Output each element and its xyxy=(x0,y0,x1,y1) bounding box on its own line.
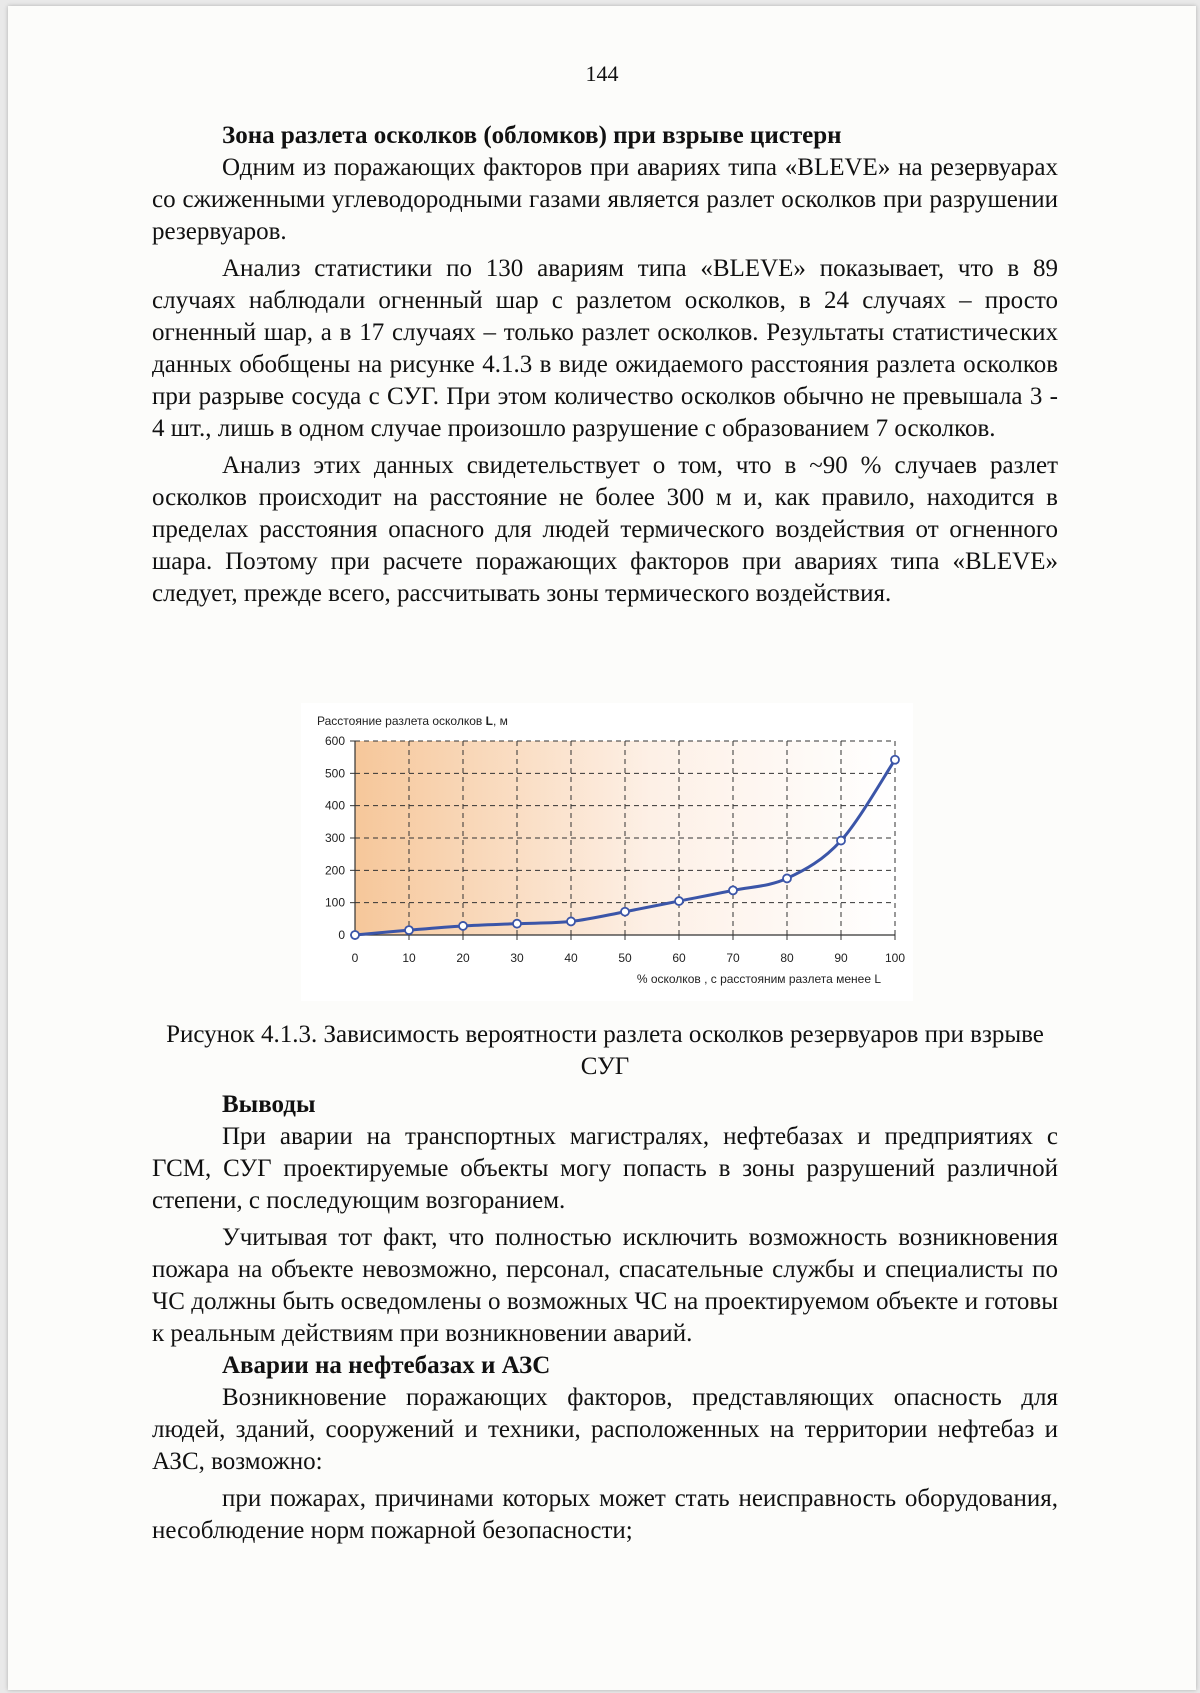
paragraph: Учитывая тот факт, что полностью исключить возможность возникновения пожара на объекте невозможно, персонал, спасательные службы и специалисты по ЧС должны быть осведомлены о возможных ЧС на проектируемом объекте и готовы к реальным действиям при возникновении аварий. xyxy=(152,1224,1058,1347)
paragraph: Возникновение поражающих факторов, представляющих опасность для людей, зданий, сооружений и техники, расположенных на территории нефтебаз и АЗС, возможно: xyxy=(152,1384,1058,1475)
data-point xyxy=(567,917,575,925)
section-heading-fragments: Зона разлета осколков (обломков) при взрыве цистерн xyxy=(222,122,842,149)
y-tick-label: 0 xyxy=(338,928,345,942)
x-tick-label: 10 xyxy=(402,951,416,965)
y-tick-label: 100 xyxy=(324,895,345,910)
data-point xyxy=(351,931,359,939)
data-point xyxy=(783,874,791,882)
y-tick-label: 200 xyxy=(324,863,345,878)
y-tick-label: 500 xyxy=(324,766,345,781)
x-axis-label: % осколков , с расстояним разлета менее L xyxy=(636,972,881,986)
y-tick-label: 600 xyxy=(324,734,345,748)
section-heading-conclusions: Выводы xyxy=(222,1091,316,1118)
x-tick-label: 100 xyxy=(884,951,906,965)
x-tick-label: 30 xyxy=(510,951,524,965)
section-conclusions xyxy=(152,1089,1058,1547)
y-tick-label: 400 xyxy=(324,798,345,813)
data-point xyxy=(837,837,845,845)
x-tick-label: 70 xyxy=(726,951,740,965)
section-fragment-zone xyxy=(152,120,1058,610)
data-point xyxy=(513,920,521,928)
figure-caption: Рисунок 4.1.3. Зависимость вероятности разлета осколков резервуаров при взрыве СУГ xyxy=(166,1021,1044,1080)
data-point xyxy=(891,756,899,764)
paragraph: Анализ этих данных свидетельствует о том, что в ~90 % случаев разлет осколков происходит на расстояние не более 300 м и, как правило, находится в пределах расстояния опасного для людей термического воздействия от огненного шара. Поэтому при расчете поражающих факторов при авариях типа «BLEVE» следует, прежде всего, рассчитывать зоны термического воздействия. xyxy=(152,452,1058,607)
y-tick-label: 300 xyxy=(324,831,345,845)
paragraph: при пожарах, причинами которых может стать неисправность оборудования, несоблюдение норм пожарной безопасности; xyxy=(152,1485,1058,1544)
figure-chart xyxy=(301,703,913,1001)
document-page xyxy=(8,6,1196,1690)
chart-svg xyxy=(301,703,913,1001)
data-point xyxy=(621,908,629,916)
x-tick-label: 40 xyxy=(564,951,578,965)
paragraph: Анализ статистики по 130 авариям типа «BLEVE» показывает, что в 89 случаях наблюдали огненный шар с разлетом осколков, в 24 случаях – просто огненный шар, а в 17 случаях – только разлет осколков. Результаты статистических данных обобщены на рисунке 4.1.3 в виде ожидаемого расстояния разлета осколков при разрыве сосуда с СУГ. При этом количество осколков обычно не превышала 3 - 4 шт., лишь в одном случае произошло разрушение с образованием 7 осколков. xyxy=(152,255,1058,442)
x-tick-label: 90 xyxy=(834,951,848,965)
x-tick-label: 0 xyxy=(351,951,359,965)
data-point xyxy=(405,926,413,934)
x-tick-label: 20 xyxy=(456,951,470,965)
y-axis-label: Расстояние разлета осколков L, м xyxy=(317,714,508,728)
data-point xyxy=(675,897,683,905)
data-point xyxy=(729,886,737,894)
page-number: 144 xyxy=(585,61,619,86)
paragraph: При аварии на транспортных магистралях, нефтебазах и предприятиях с ГСМ, СУГ проектируемые объекты могу попасть в зоны разрушений различной степени, с последующим возгоранием. xyxy=(152,1123,1058,1214)
data-point xyxy=(459,922,467,930)
x-tick-label: 80 xyxy=(780,951,794,965)
paragraph: Одним из поражающих факторов при авариях типа «BLEVE» на резервуарах со сжиженными углеводородными газами является разлет осколков при разрушении резервуаров. xyxy=(152,154,1058,245)
section-heading-oil-depots: Аварии на нефтебазах и АЗС xyxy=(222,1352,551,1379)
x-tick-label: 60 xyxy=(672,951,686,965)
x-tick-label: 50 xyxy=(618,951,632,965)
